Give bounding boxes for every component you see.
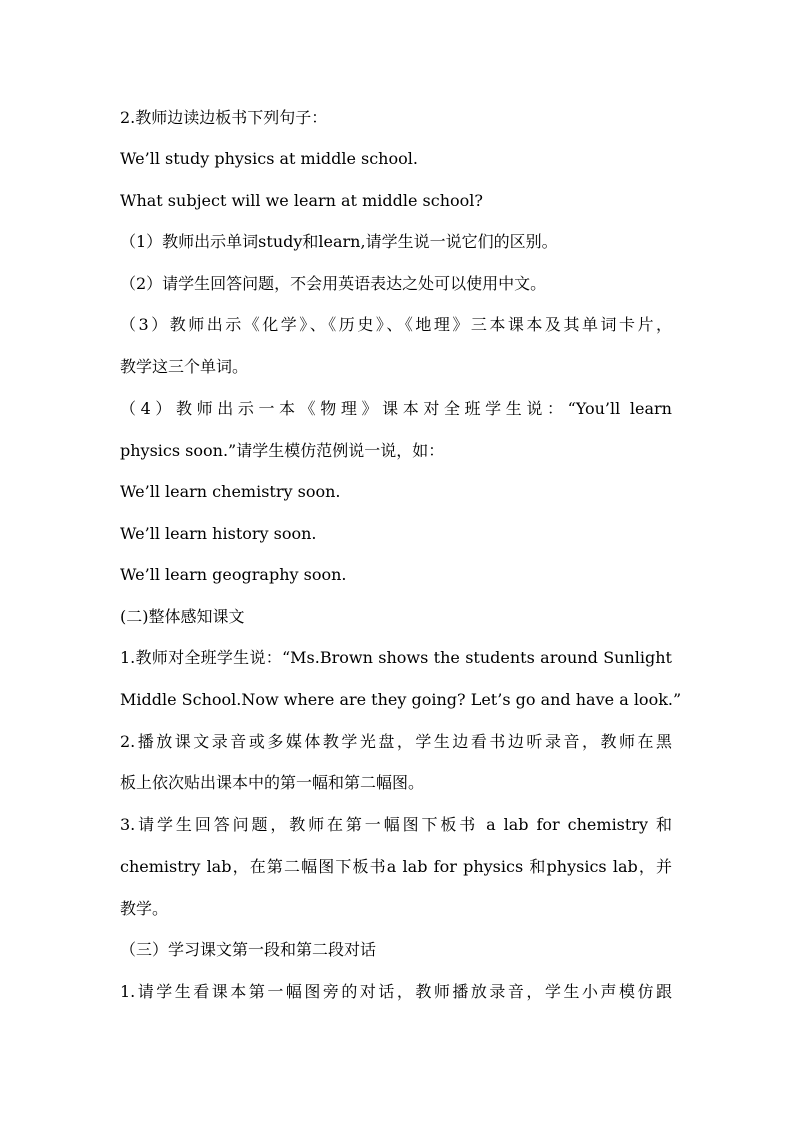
section-2-step-1: 1.教师对全班学生说：“Ms.Brown shows the students around Sunlight	[120, 648, 672, 667]
step-3-item: （3）教师出示《化学》、《历史》、《地理》三本课本及其单词卡片，	[120, 315, 672, 334]
section-3-heading: （三）学习课文第一段和第二段对话	[120, 940, 377, 959]
section-2-step-1-continued: Middle School.Now where are they going? Let’s go and have a look.”	[120, 690, 682, 709]
section-2-step-2: 2.播放课文录音或多媒体教学光盘，学生边看书边听录音，教师在黑	[120, 732, 672, 751]
sentence-geography: We’ll learn geography soon.	[120, 565, 347, 584]
sentence-what-subject: What subject will we learn at middle school?	[120, 191, 483, 210]
step-4-item-continued: physics soon.”请学生模仿范例说一说，如：	[120, 441, 445, 460]
step-3-item-continued: 教学这三个单词。	[120, 357, 249, 376]
section-2-step-3-continued: chemistry lab，在第二幅图下板书a lab for physics 和physics lab，并	[120, 857, 672, 876]
section-2-heading: (二)整体感知课文	[120, 607, 245, 626]
sentence-study-physics: We’ll study physics at middle school.	[120, 149, 418, 168]
section-2-step-2-continued: 板上依次贴出课本中的第一幅和第二幅图。	[120, 773, 425, 792]
step-1-item: （1）教师出示单词study和learn,请学生说一说它们的区别。	[120, 232, 558, 251]
step-2-heading: 2.教师边读边板书下列句子：	[120, 108, 328, 127]
section-3-step-1: 1.请学生看课本第一幅图旁的对话，教师播放录音，学生小声模仿跟	[120, 982, 672, 1001]
sentence-history: We’ll learn history soon.	[120, 524, 317, 543]
step-2-item: （2）请学生回答问题，不会用英语表达之处可以使用中文。	[120, 274, 547, 293]
section-2-step-3-end: 教学。	[120, 899, 169, 918]
step-4-item: （4）教师出示一本《物理》课本对全班学生说：“You’ll learn	[120, 399, 672, 418]
section-2-step-3: 3.请学生回答问题，教师在第一幅图下板书 a lab for chemistry 和	[120, 815, 672, 834]
sentence-chemistry: We’ll learn chemistry soon.	[120, 482, 341, 501]
